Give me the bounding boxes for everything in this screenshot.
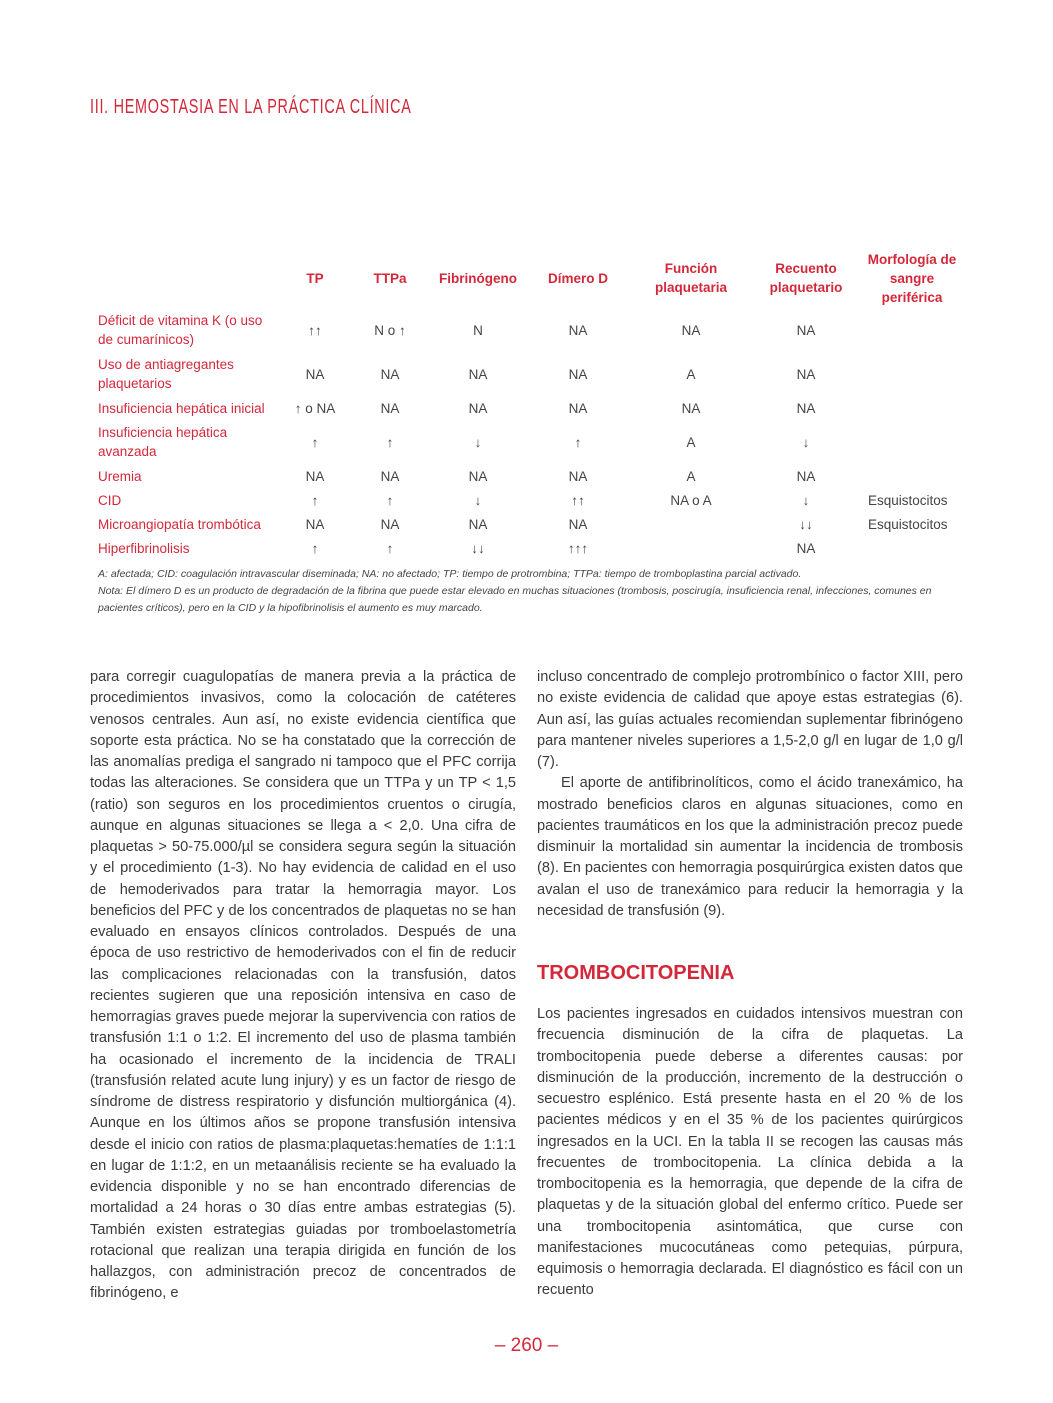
- body-paragraph: El aporte de antifibrinolíticos, como el ácido tranexámico, ha mostrado beneficios claros en algunas situaciones, como en pacientes traumáticos en los que la administración precoz puede disminuir la mortalidad sin aumentar la incidencia de trombosis (8). En pacientes con hemorragia posquirúrgica existen datos que avalan el uso de tranexámico para reducir la hemorragia y la necesidad de transfusión (9).: [537, 775, 963, 919]
- col-header: Recuento plaquetario: [769, 261, 843, 295]
- table-cell: NA: [380, 468, 400, 484]
- body-paragraph: Los pacientes ingresados en cuidados intensivos muestran con frecuencia disminución de la cifra de plaquetas. La trombocitopenia puede deberse a diferentes causas: por disminución de la producción, incremento de la destrucción o secuestro esplénico. Está presente hasta en el 20 % de los pacientes médicos y en el 35 % de los pacientes quirúrgicos ingresados en la UCI. En la tabla II se recogen las causas más frecuentes de trombocitopenia. La clínica debida a la trombocitopenia es la hemorragia, que depende de la cifra de plaquetas y de la situación global del enfermo crítico. Puede ser una trombocitopenia asintomática, que curse con manifestaciones mucocutáneas como petequias, púrpura, equimosis o hemorragia declarada. El diagnóstico es fácil con un recuento: [537, 1006, 963, 1299]
- table-cell: NA: [796, 366, 816, 382]
- table-cell: ↓: [802, 434, 810, 450]
- body-columns: [90, 667, 963, 1305]
- table-row: [92, 396, 964, 420]
- coagulation-table: [92, 248, 964, 560]
- table-cell: ↓: [474, 492, 482, 508]
- table-cell: NA o A: [670, 492, 712, 508]
- table-cell: ↑: [311, 540, 319, 556]
- table-notes: [98, 566, 958, 617]
- table-cell: ↑: [574, 434, 582, 450]
- table-cell: N o ↑: [374, 322, 406, 338]
- table-cell: NA: [681, 322, 701, 338]
- table-row: [92, 352, 964, 396]
- row-label: Insuficiencia hepática avanzada: [98, 425, 228, 459]
- table-cell: ↑: [311, 492, 319, 508]
- table-footnote: A: afectada; CID: coagulación intravascular diseminada; NA: no afectado; TP: tiempo de protrombina; TTPa: tiempo de tromboplastina parcial activado.: [98, 568, 802, 580]
- table-cell: NA: [568, 516, 588, 532]
- table-cell: [860, 396, 964, 420]
- left-column: [90, 667, 516, 1305]
- table-cell: NA: [796, 322, 816, 338]
- body-paragraph: incluso concentrado de complejo protrombínico o factor XIII, pero no existe evidencia de calidad que apoye estas estrategias (6). Aun así, las guías actuales recomiendan suplementar fibrinógeno para mantener niveles superiores a 1,5-2,0 g/l en lugar de 1,0 g/l (7).: [537, 669, 963, 770]
- table-cell: NA: [568, 468, 588, 484]
- table-row: [92, 536, 964, 560]
- table-cell: ↑↑: [308, 322, 322, 338]
- table-cell: [860, 464, 964, 488]
- table-cell: N: [473, 322, 483, 338]
- row-label: Microangiopatía trombótica: [98, 516, 261, 532]
- table-cell: NA: [568, 322, 588, 338]
- table-cell: ↑↑↑: [567, 540, 589, 556]
- table-cell: [860, 420, 964, 464]
- section-header: III. HEMOSTASIA EN LA PRÁCTICA CLÍNICA: [90, 96, 412, 118]
- table-cell: NA: [568, 400, 588, 416]
- table-row: [92, 488, 964, 512]
- table-cell: NA: [468, 468, 488, 484]
- table-cell: ↑↑: [571, 492, 585, 508]
- table-cell: NA: [796, 540, 816, 556]
- table-cell: NA: [468, 400, 488, 416]
- table-cell: NA: [796, 468, 816, 484]
- table-header-row: [92, 248, 964, 308]
- col-header: Fibrinógeno: [439, 270, 517, 286]
- table-cell: NA: [305, 516, 325, 532]
- col-header: TP: [306, 270, 324, 286]
- table-cell: NA: [380, 516, 400, 532]
- table-cell: A: [686, 434, 696, 450]
- table-cell: NA: [681, 400, 701, 416]
- row-label: Uremia: [98, 468, 142, 484]
- table-cell: [860, 352, 964, 396]
- table-cell: [630, 536, 752, 560]
- page-number: – 260 –: [494, 1334, 559, 1356]
- col-header: TTPa: [373, 270, 407, 286]
- right-column: [537, 667, 963, 1305]
- table-cell: ↑: [386, 540, 394, 556]
- table-cell: Esquistocitos: [868, 516, 948, 532]
- row-label: Déficit de vitamina K (o uso de cumarínicos): [98, 313, 263, 347]
- table-cell: A: [686, 366, 696, 382]
- row-label: Insuficiencia hepática inicial: [98, 400, 265, 416]
- table-cell: ↑: [386, 492, 394, 508]
- table-cell: [860, 536, 964, 560]
- table-cell: Esquistocitos: [868, 492, 948, 508]
- col-header: Morfología de sangre periférica: [867, 251, 957, 305]
- row-label: Hiperfibrinolisis: [98, 540, 190, 556]
- table-cell: NA: [468, 366, 488, 382]
- table-row: [92, 464, 964, 488]
- col-header: Dímero D: [547, 270, 608, 286]
- table-cell: NA: [468, 516, 488, 532]
- table-cell: [860, 308, 964, 352]
- table-row: [92, 308, 964, 352]
- table-note: Nota: El dímero D es un producto de degradación de la fibrina que puede estar elevado en muchas situaciones (trombosis, poscirugía, insuficiencia renal, infecciones, comunes en pacientes críticos), pero en la CID y la hipofibrinolisis el aumento es muy marcado.: [98, 585, 932, 614]
- table-cell: ↑ o NA: [294, 400, 336, 416]
- table-cell: A: [686, 468, 696, 484]
- table-cell: NA: [305, 366, 325, 382]
- table-row: [92, 512, 964, 536]
- section-heading: TROMBOCITOPENIA: [537, 962, 735, 984]
- row-label: Uso de antiagregantes plaquetarios: [98, 357, 234, 391]
- table-cell: NA: [380, 400, 400, 416]
- table-cell: ↓↓: [799, 516, 813, 532]
- col-header: Función plaquetaria: [654, 261, 728, 295]
- body-paragraph: para corregir cuagulopatías de manera previa a la práctica de procedimientos invasivos, como la colocación de catéteres venosos centrales. Aun así, no existe evidencia científica que soporte esta práctica. No se ha constatado que la corrección de las anomalías prediga el sangrado ni tampoco que el PFC corrija todas las alteraciones. Se considera que un TTPa y un TP < 1,5 (ratio) son seguros en los procedimientos cruentos o cirugía, aunque en algunas situaciones se llega a < 2,0. Una cifra de plaquetas > 50-75.000/µl se considera segura según la situación y el procedimiento (1-3). No hay evidencia de calidad en el uso de hemoderivados para tratar la hemorragia mayor. Los beneficios del PFC y de los concentrados de plaquetas no se han evaluado en ensayos clínicos controlados. Después de una época de uso restrictivo de hemoderivados con el fin de reducir las complicaciones relacionadas con la transfusión, datos recientes sugieren que una reposición intensiva en caso de hemorragias graves puede mejorar la supervivencia con ratios de transfusión 1:1 o 1:2. El incremento del uso de plasma también ha ocasionado el incremento de la incidencia de TRALI (transfusión related acute lung injury) y es un factor de riesgo de síndrome de distress respiratorio y disfunción multiorgánica (4). Aunque en los últimos años se propone transfusión intensiva desde el inicio con ratios de plasma:plaquetas:hematíes de 1:1:1 en lugar de 1:1:2, en un metaanálisis reciente se ha evaluado la evidencia disponible y no se han encontrado diferencias de mortalidad a 24 horas o 30 días entre ambas estrategias (5). También existen estrategias guiadas por tromboelastometría rotacional que realizan una terapia dirigida en función de los hallazgos, con administración precoz de concentrados de fibrinógeno, e: [90, 669, 516, 1302]
- table-cell: ↑: [386, 434, 394, 450]
- row-label: CID: [98, 492, 122, 508]
- table-cell: ↓: [474, 434, 482, 450]
- table-cell: NA: [568, 366, 588, 382]
- table-cell: ↑: [311, 434, 319, 450]
- table-row: [92, 420, 964, 464]
- table-cell: [630, 512, 752, 536]
- table-cell: NA: [380, 366, 400, 382]
- table-cell: ↓: [802, 492, 810, 508]
- table-cell: NA: [796, 400, 816, 416]
- table-cell: ↓↓: [471, 540, 485, 556]
- table-cell: NA: [305, 468, 325, 484]
